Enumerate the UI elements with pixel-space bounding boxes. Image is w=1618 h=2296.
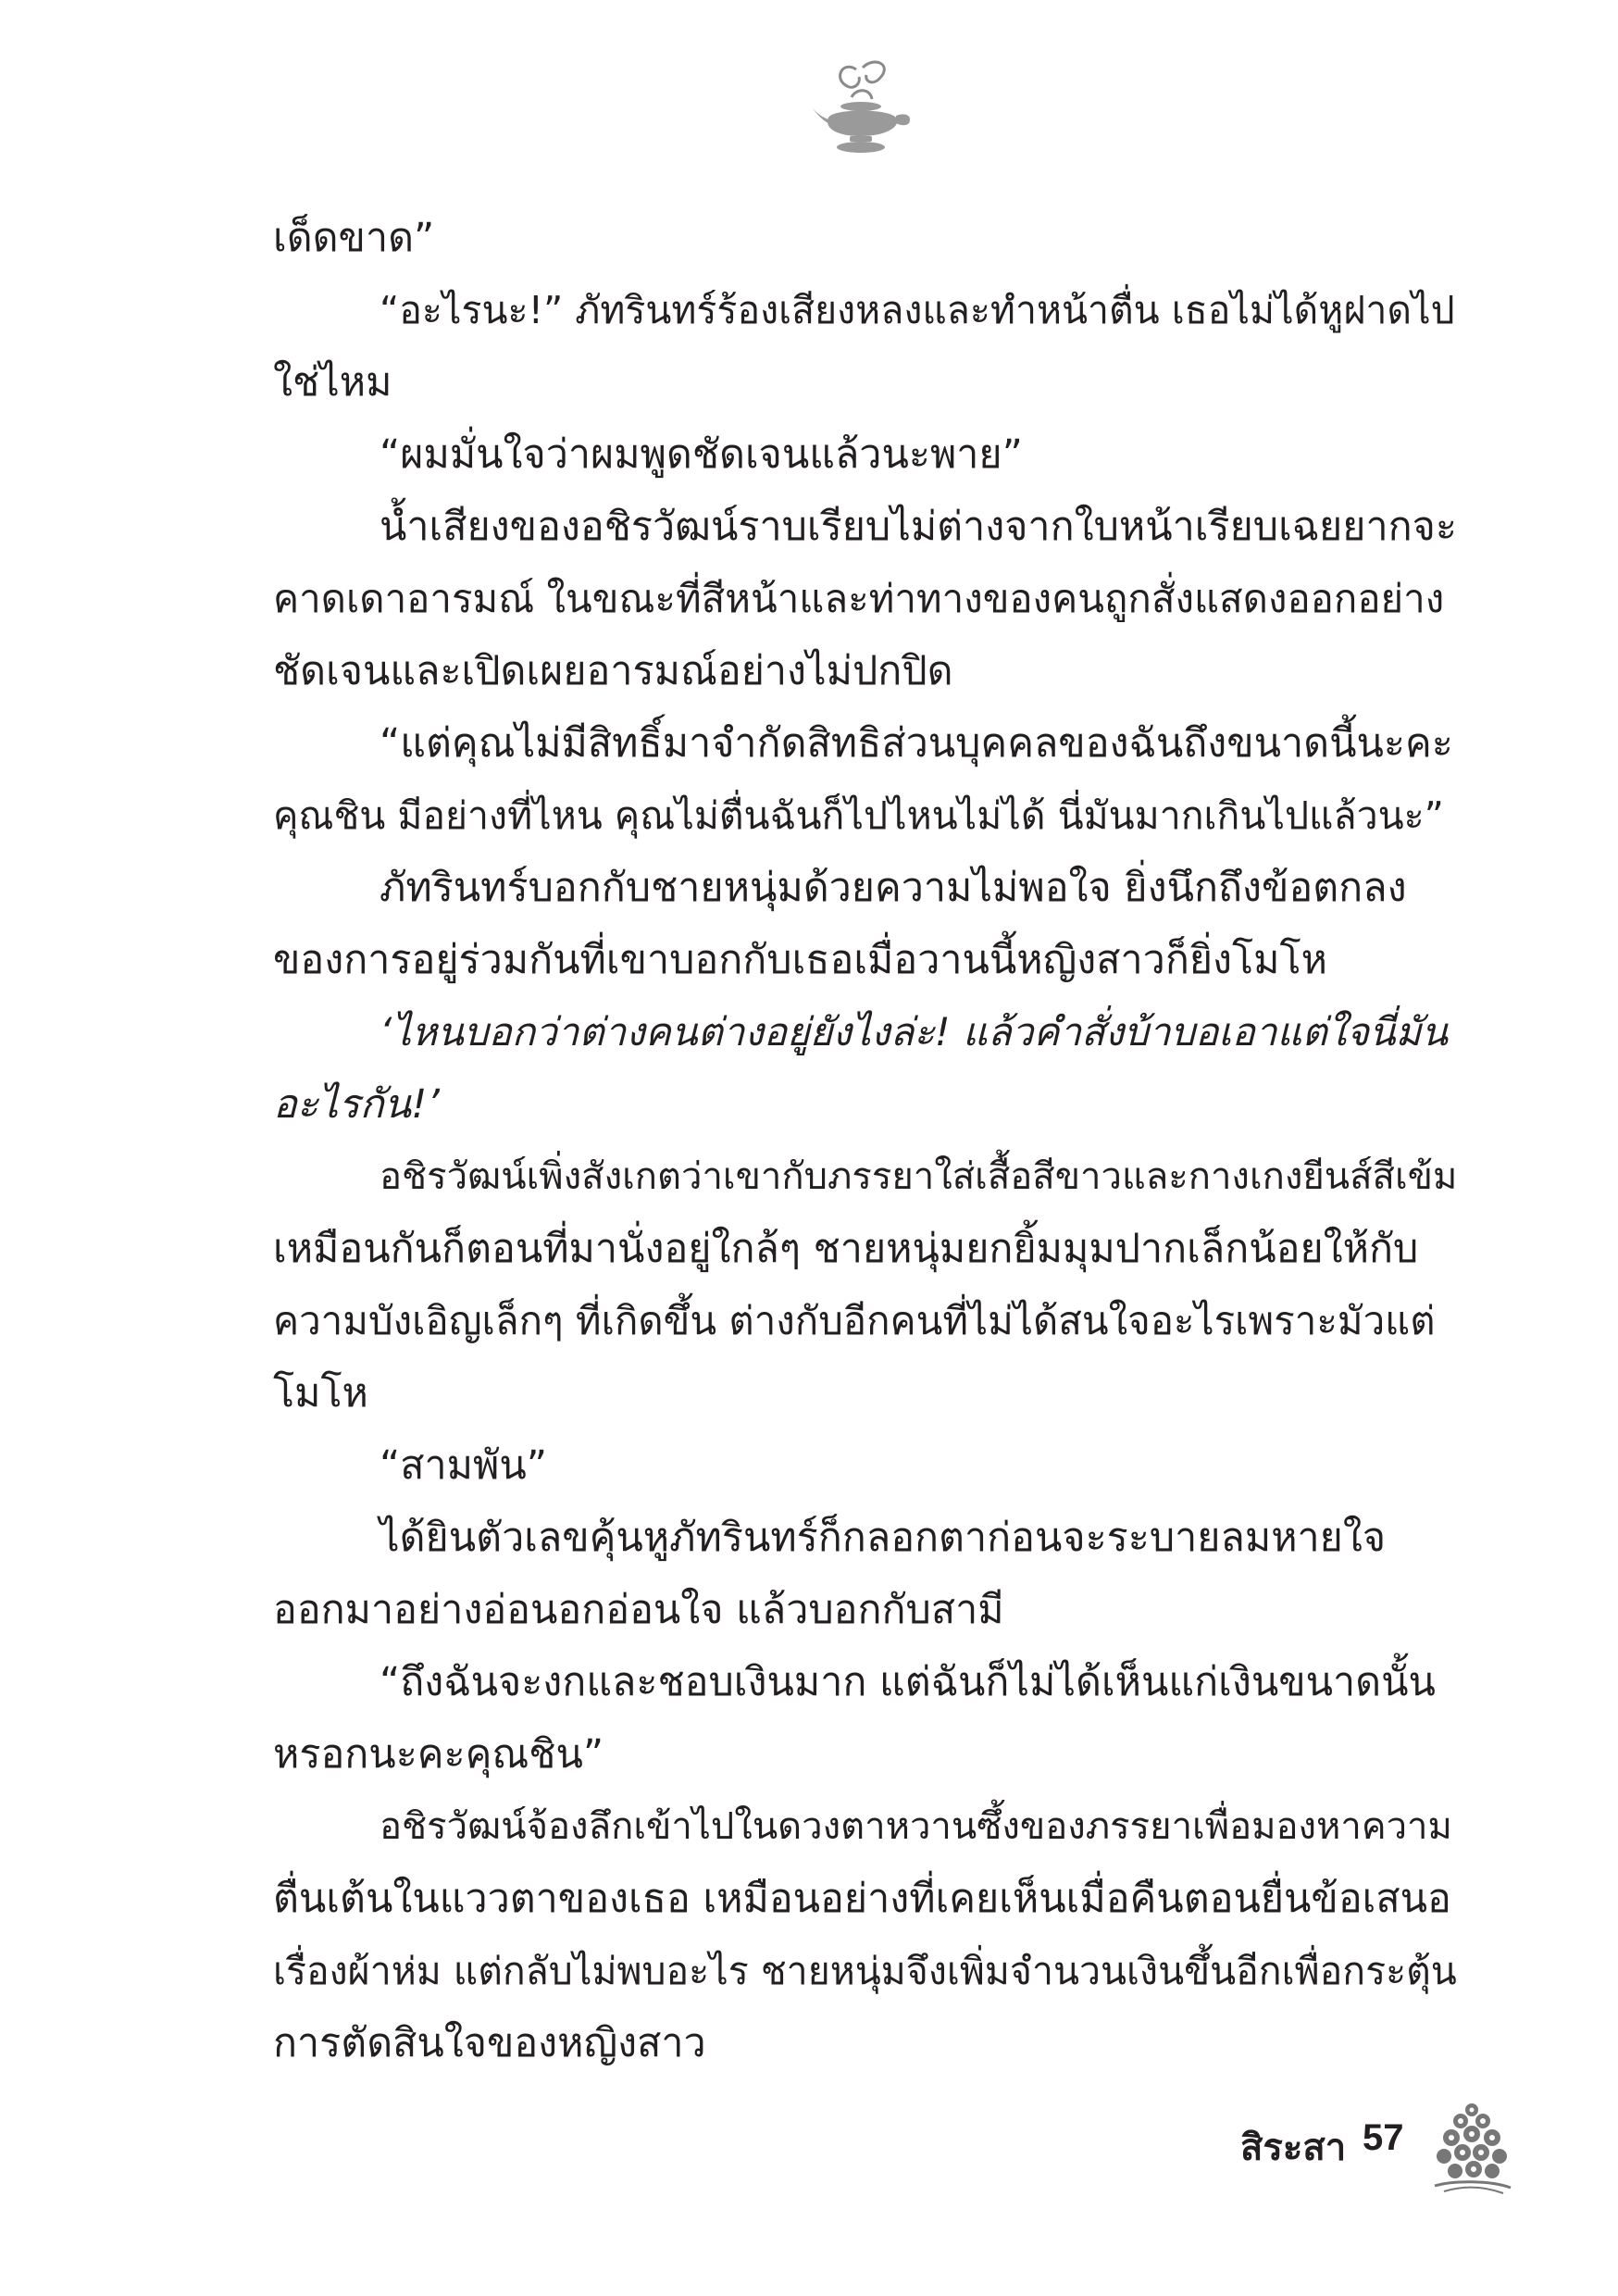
- text-line: การตัดสินใจของหญิงสาว: [273, 2020, 706, 2066]
- text-line: ใช่ไหม: [273, 359, 392, 406]
- text-line: ตื่นเต้นในแววตาของเธอ เหมือนอย่างที่เคยเห็นเมื่อคืนตอนยื่นข้อเสนอ: [273, 1876, 1451, 1922]
- book-title: สิระสา: [1240, 2127, 1347, 2169]
- flower-bouquet-icon: [1425, 2097, 1518, 2199]
- text-line: “แต่คุณไม่มีสิทธิ์มาจำกัดสิทธิส่วนบุคคลของฉันถึงขนาดนี้นะคะ: [380, 720, 1453, 767]
- text-line: “อะไรนะ!” ภัทรินทร์ร้องเสียงหลงและทำหน้าตื่น เธอไม่ได้หูฝาดไป: [380, 288, 1455, 332]
- text-line: น้ำเสียงของอชิรวัฒน์ราบเรียบไม่ต่างจากใบหน้าเรียบเฉยยากจะ: [380, 504, 1457, 550]
- page-footer: [1240, 2097, 1518, 2199]
- text-line: ความบังเอิญเล็กๆ ที่เกิดขึ้น ต่างกับอีกคนที่ไม่ได้สนใจอะไรเพราะมัวแต่: [273, 1298, 1436, 1343]
- page-number: 57: [1363, 2117, 1404, 2158]
- text-line: ภัทรินทร์บอกกับชายหนุ่มด้วยความไม่พอใจ ยิ่งนึกถึงข้อตกลง: [380, 865, 1407, 911]
- text-line: คาดเดาอารมณ์ ในขณะที่สีหน้าและท่าทางของคนถูกสั่งแสดงออกอย่าง: [273, 576, 1445, 621]
- text-line: อชิรวัฒน์เพิ่งสังเกตว่าเขากับภรรยาใส่เสื้อสีขาวและกางเกงยีนส์สีเข้ม: [380, 1155, 1458, 1198]
- genie-lamp-icon: [805, 51, 916, 162]
- text-line: เด็ดขาด”: [273, 215, 435, 261]
- text-line: ได้ยินตัวเลขคุ้นหูภัทรินทร์ก็กลอกตาก่อนจะระบายลมหายใจ: [380, 1515, 1387, 1561]
- italic-text-line: ‘ไหนบอกว่าต่างคนต่างอยู่ยังไงล่ะ! แล้วคำสั่งบ้าบอเอาแต่ใจนี่มัน: [380, 1009, 1449, 1054]
- text-line: “ผมมั่นใจว่าผมพูดชัดเจนแล้วนะพาย”: [380, 431, 1023, 478]
- text-line: “ถึงฉันจะงกและชอบเงินมาก แต่ฉันก็ไม่ได้เห็นแก่เงินขนาดนั้น: [380, 1659, 1436, 1705]
- text-line: เรื่องผ้าห่ม แต่กลับไม่พบอะไร ชายหนุ่มจึงเพิ่มจำนวนเงินขึ้นอีกเพื่อกระตุ้น: [273, 1949, 1457, 1993]
- italic-text-line: อะไรกัน!’: [273, 1081, 440, 1128]
- text-line: อชิรวัฒน์จ้องลึกเข้าไปในดวงตาหวานซึ้งของภรรยาเพื่อมองหาความ: [380, 1805, 1452, 1848]
- text-line: ชัดเจนและเปิดเผยอารมณ์อย่างไม่ปกปิด: [273, 648, 953, 694]
- text-line: หรอกนะคะคุณชิน”: [273, 1731, 604, 1778]
- body-text: [273, 202, 1458, 2079]
- text-line: เหมือนกันก็ตอนที่มานั่งอยู่ใกล้ๆ ชายหนุ่มยกยิ้มมุมปากเล็กน้อยให้กับ: [273, 1226, 1419, 1272]
- text-line: “สามพัน”: [380, 1442, 548, 1489]
- text-line: คุณชิน มีอย่างที่ไหน คุณไม่ตื่นฉันก็ไปไหนไม่ได้ นี่มันมากเกินไปแล้วนะ”: [273, 793, 1444, 838]
- text-line: โมโห: [273, 1370, 368, 1416]
- text-line: ออกมาอย่างอ่อนอกอ่อนใจ แล้วบอกกับสามี: [273, 1587, 1004, 1633]
- text-line: ของการอยู่ร่วมกันที่เขาบอกกับเธอเมื่อวานนี้หญิงสาวก็ยิ่งโมโห: [273, 937, 1327, 983]
